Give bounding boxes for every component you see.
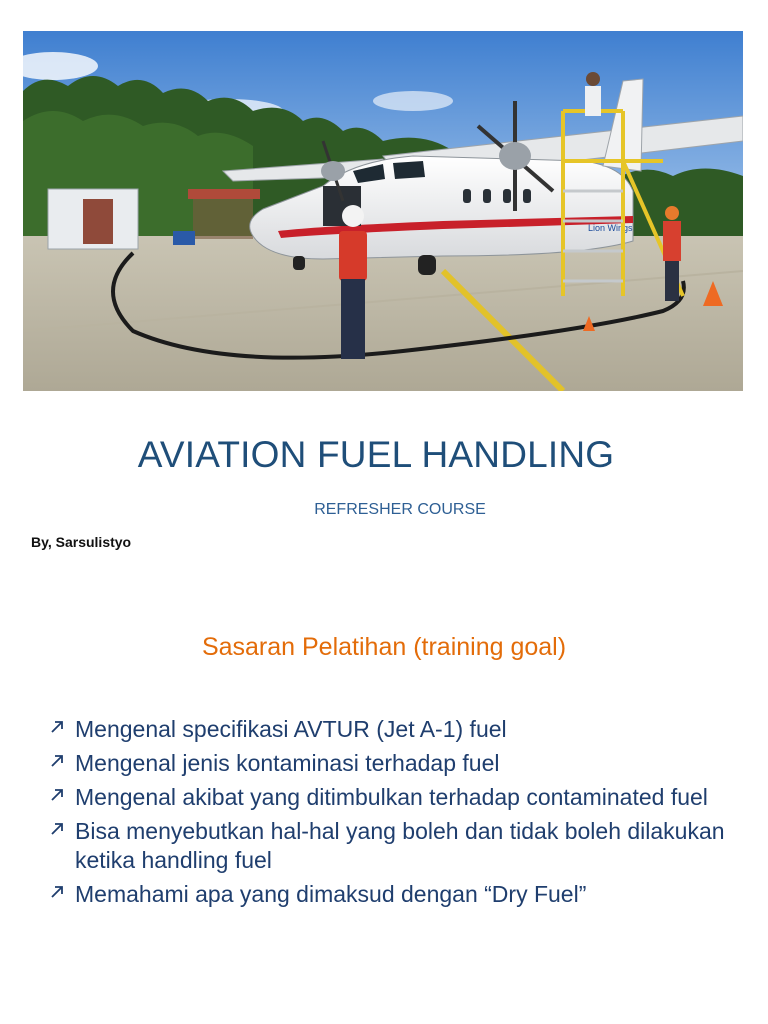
list-item-text: Bisa menyebutkan hal-hal yang boleh dan tidak boleh dilakukan ketika handling fuel xyxy=(75,818,725,873)
slide-title: AVIATION FUEL HANDLING xyxy=(137,434,615,475)
arrow-up-right-icon xyxy=(48,718,66,736)
training-goal-heading: Sasaran Pelatihan (training goal) xyxy=(201,633,567,661)
list-item xyxy=(48,783,728,812)
training-goal-list xyxy=(48,715,728,914)
aircraft-refueling-photo xyxy=(23,31,743,391)
list-item xyxy=(48,749,728,778)
list-item xyxy=(48,715,728,744)
arrow-up-right-icon xyxy=(48,752,66,770)
list-item-text: Memahami apa yang dimaksud dengan “Dry Fuel” xyxy=(75,881,587,907)
list-item xyxy=(48,817,728,875)
list-item-text: Mengenal specifikasi AVTUR (Jet A-1) fuel xyxy=(75,716,507,742)
slide-subtitle: REFRESHER COURSE xyxy=(314,501,486,518)
arrow-up-right-icon xyxy=(48,883,66,901)
author-credit: By, Sarsulistyo xyxy=(31,534,132,550)
list-item-text: Mengenal akibat yang ditimbulkan terhadap contaminated fuel xyxy=(75,784,708,810)
arrow-up-right-icon xyxy=(48,786,66,804)
list-item-text: Mengenal jenis kontaminasi terhadap fuel xyxy=(75,750,500,776)
aircraft-sign-text: Lion Wings xyxy=(588,223,633,233)
arrow-up-right-icon xyxy=(48,820,66,838)
list-item xyxy=(48,880,728,909)
